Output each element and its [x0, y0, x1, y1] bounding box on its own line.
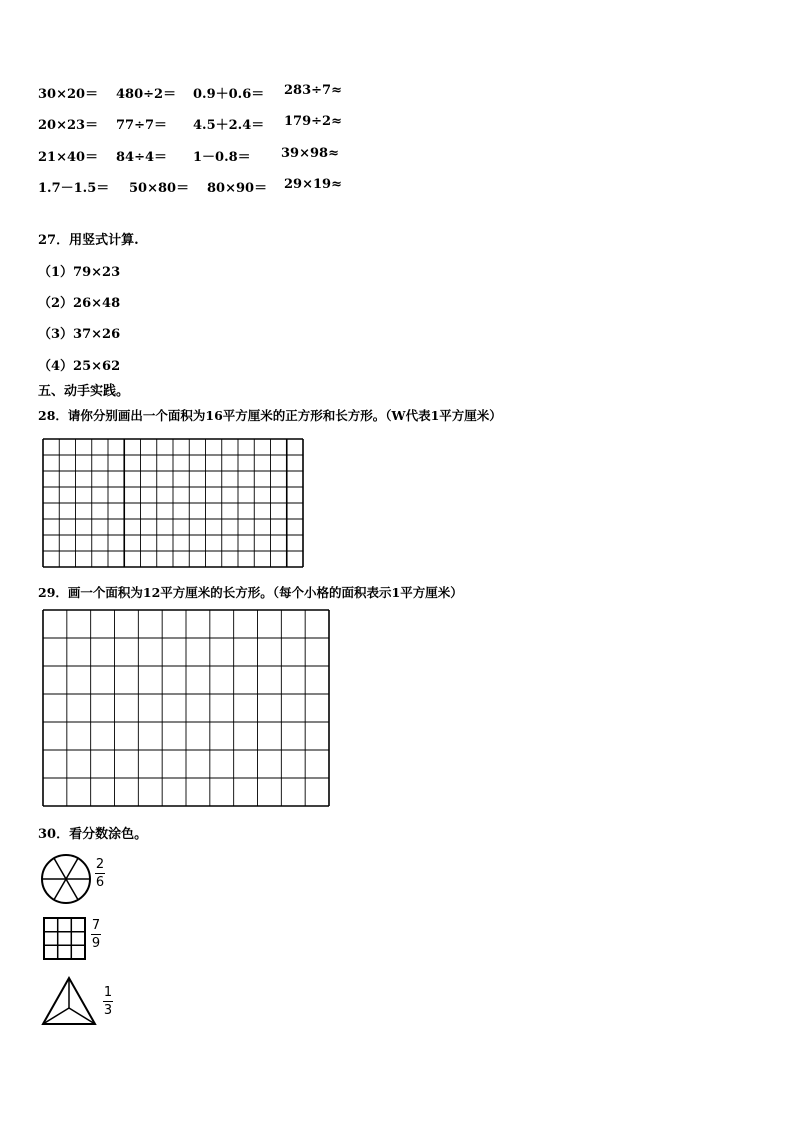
fraction-bar	[95, 873, 105, 874]
question-29-title: 29．画一个面积为12平方厘米的长方形。（每个小格的面积表示1平方厘米）	[38, 585, 463, 600]
fraction-2-6	[95, 857, 105, 890]
fraction-numerator: 1	[103, 985, 113, 1000]
fraction-1-3	[103, 985, 113, 1018]
calc-item: 50×80＝	[129, 181, 190, 196]
q27-item: （1）79×23	[38, 265, 121, 280]
fraction-denominator: 9	[91, 936, 101, 951]
question-30-title: 30．看分数涂色。	[38, 827, 148, 842]
calc-item: 4.5＋2.4＝	[193, 118, 265, 133]
calc-item: 480÷2＝	[116, 87, 177, 102]
fraction-numerator: 2	[95, 857, 105, 872]
fraction-numerator: 7	[91, 918, 101, 933]
calc-item: 1－0.8＝	[193, 150, 251, 165]
fraction-denominator: 3	[103, 1003, 113, 1018]
calc-item: 21×40＝	[38, 150, 99, 165]
circle-sixths-shape[interactable]	[40, 853, 92, 905]
calc-item: 0.9＋0.6＝	[193, 87, 265, 102]
grid-29[interactable]	[42, 609, 330, 807]
triangle-thirds-shape[interactable]	[41, 976, 97, 1026]
calc-item: 179÷2≈	[284, 114, 342, 129]
calc-item: 1.7－1.5＝	[38, 181, 110, 196]
q27-item: （2）26×48	[38, 296, 121, 311]
calc-item: 77÷7＝	[116, 118, 168, 133]
fraction-7-9	[91, 918, 101, 951]
calc-item: 39×98≈	[281, 146, 339, 161]
calc-item: 283÷7≈	[284, 83, 342, 98]
fraction-bar	[91, 934, 101, 935]
calc-item: 84÷4＝	[116, 150, 168, 165]
fraction-bar	[103, 1001, 113, 1002]
q27-item: （3）37×26	[38, 327, 121, 342]
calc-item: 29×19≈	[284, 177, 342, 192]
grid-28[interactable]	[42, 438, 304, 568]
calc-item: 30×20＝	[38, 87, 99, 102]
calc-item: 80×90＝	[207, 181, 268, 196]
calc-item: 20×23＝	[38, 118, 99, 133]
q27-item: （4）25×62	[38, 359, 121, 374]
section-5-title: 五、动手实践。	[38, 384, 130, 399]
fraction-denominator: 6	[95, 875, 105, 890]
question-28-title: 28．请你分别画出一个面积为16平方厘米的正方形和长方形。（W代表1平方厘米）	[38, 408, 502, 423]
question-27-title: 27．用竖式计算.	[38, 233, 139, 248]
square-ninths-shape[interactable]	[43, 917, 86, 960]
